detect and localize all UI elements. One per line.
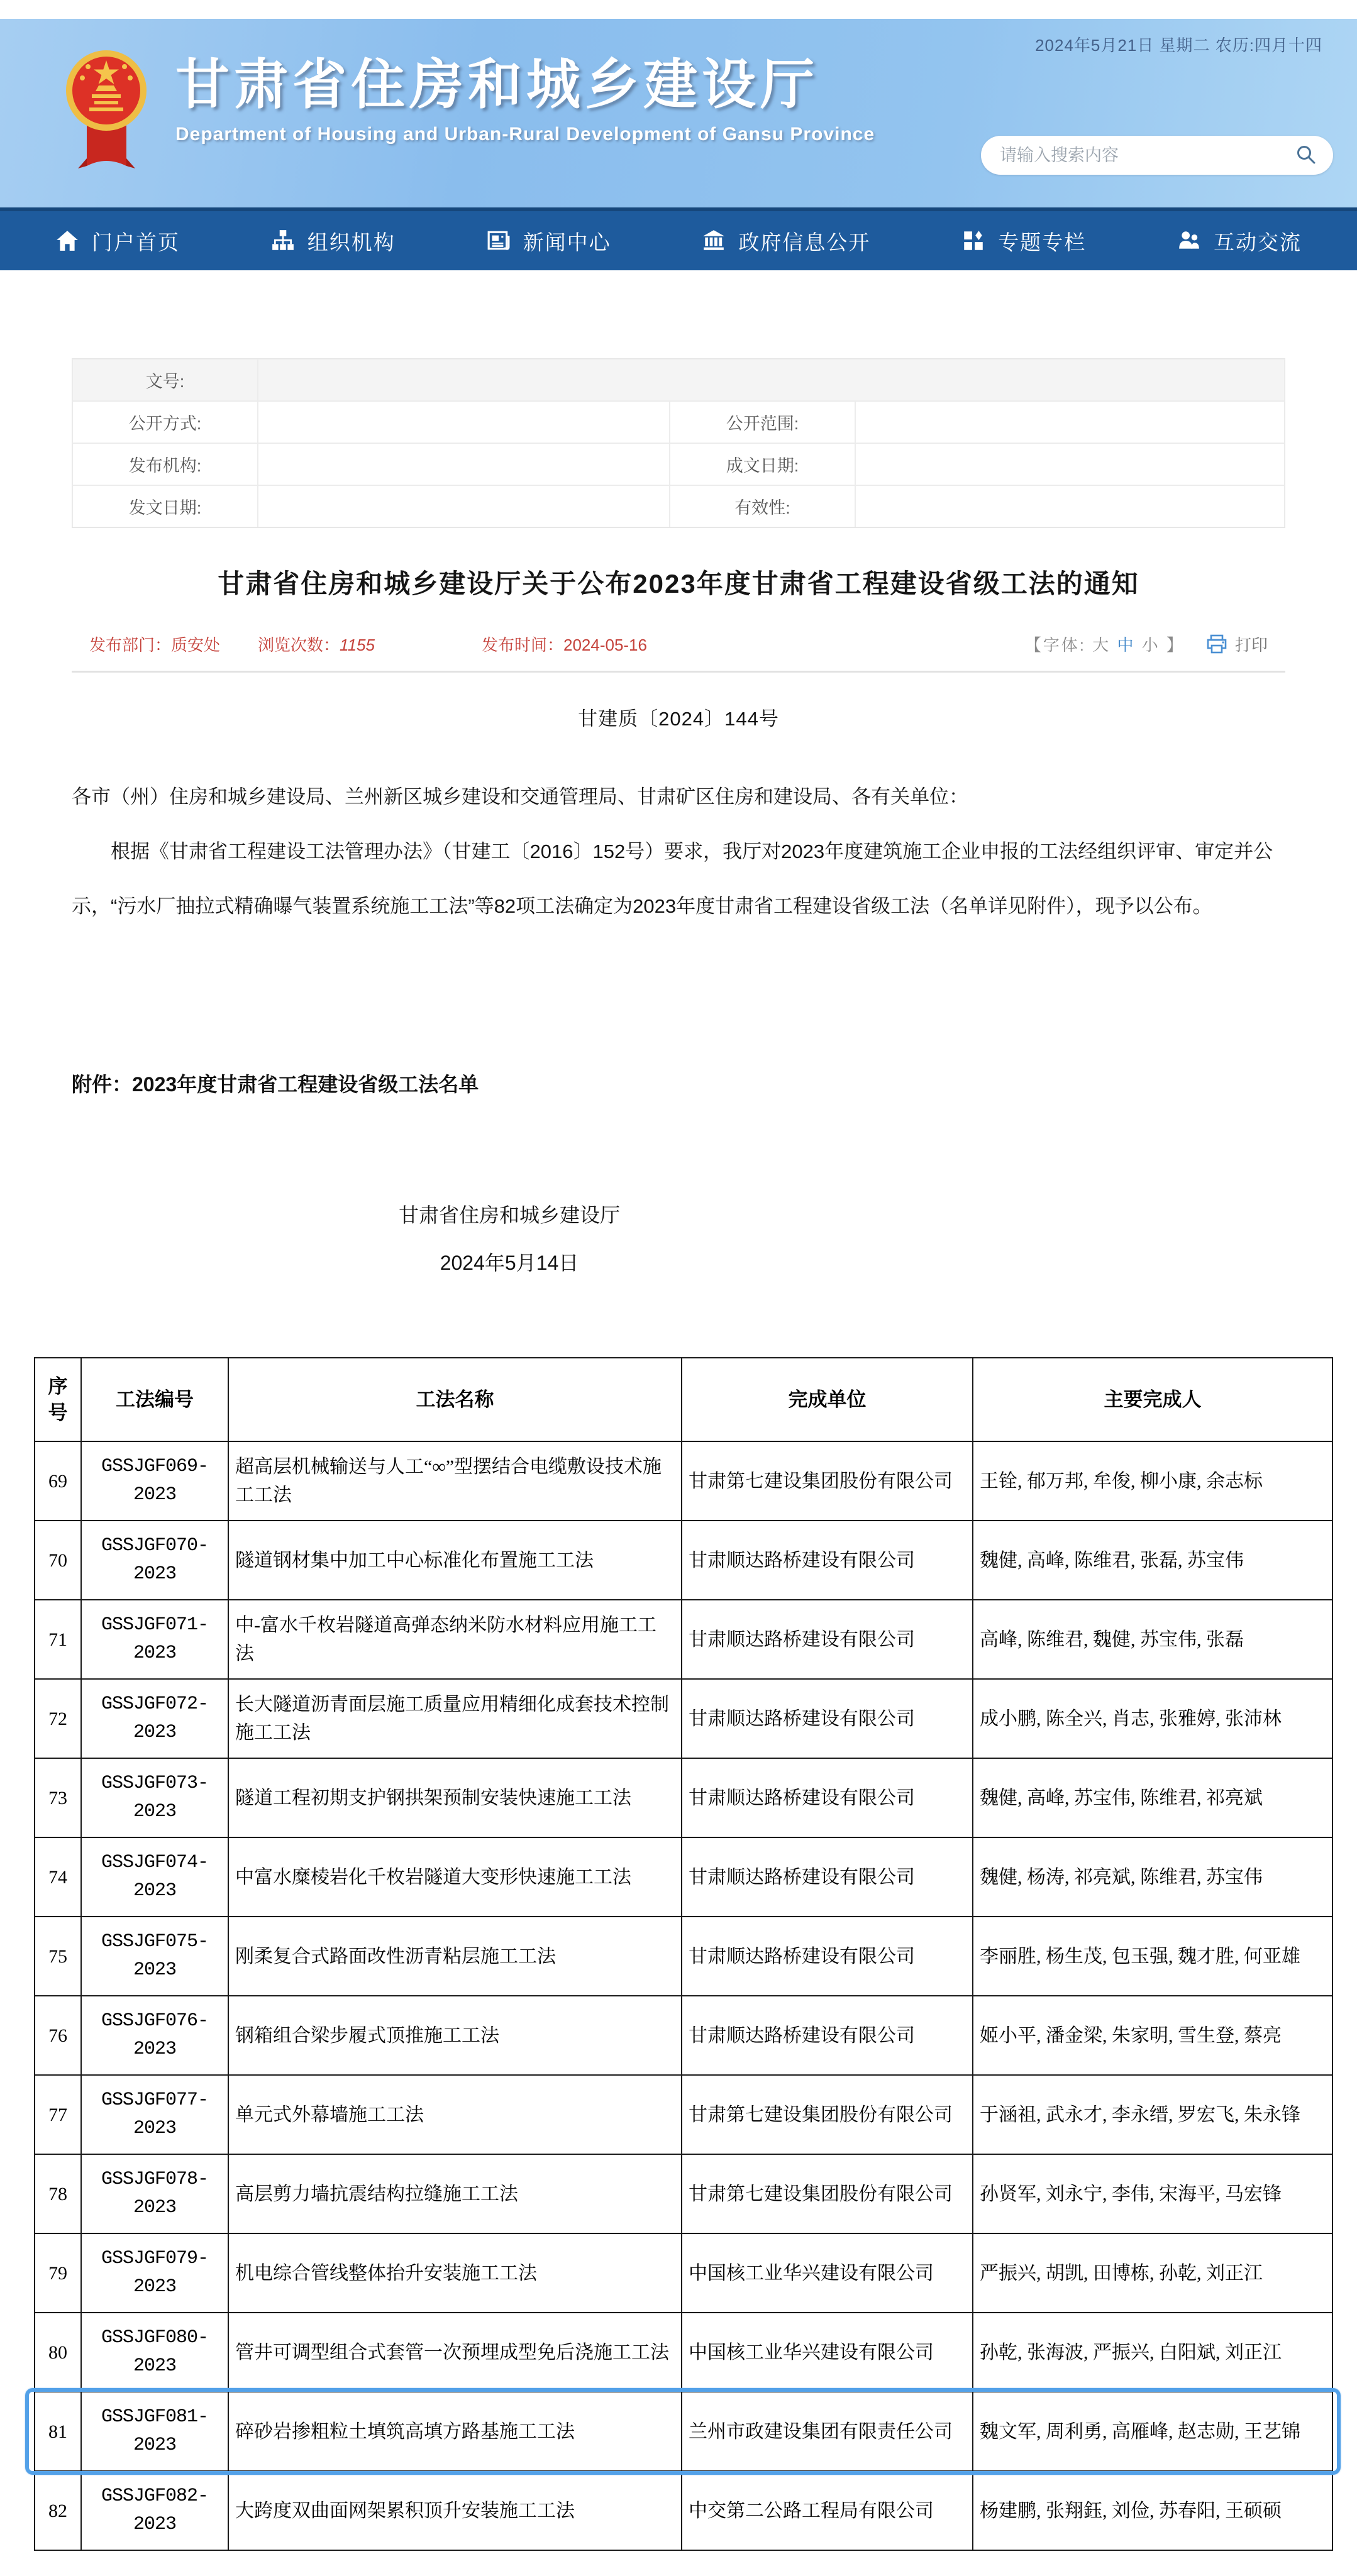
main-nav xyxy=(0,207,1357,270)
cell-unit: 甘肃第七建设集团股份有限公司 xyxy=(682,2154,973,2233)
field-value-disclosure-method xyxy=(258,401,670,443)
font-ctl-open: 【字体: xyxy=(1024,636,1086,654)
table-row xyxy=(35,2233,1332,2313)
cell-people: 魏文军, 周利勇, 高雁峰, 赵志勋, 王艺锦 xyxy=(973,2392,1332,2471)
table-row xyxy=(35,1917,1332,1996)
nav-label: 专题专栏 xyxy=(998,230,1087,254)
page-title: 甘肃省住房和城乡建设厅关于公布2023年度甘肃省工程建设省级工法的通知 xyxy=(218,569,1139,598)
article-tools xyxy=(1025,632,1268,656)
header-row xyxy=(35,1358,1332,1442)
cell-name: 钢箱组合梁步履式顶推施工工法 xyxy=(228,1996,682,2075)
national-emblem-icon xyxy=(64,45,149,174)
people-icon xyxy=(1177,229,1201,253)
print-button-label: 打印 xyxy=(1234,636,1268,654)
cell-no: 69 xyxy=(35,1441,81,1521)
field-value-validity xyxy=(855,485,1285,527)
cell-code: GSSJGF072-2023 xyxy=(81,1679,228,1758)
cell-name: 高层剪力墙抗震结构拉缝施工工法 xyxy=(228,2154,682,2233)
table-row xyxy=(35,1837,1332,1917)
article-meta-row xyxy=(72,632,1285,656)
field-value-issuing-agency xyxy=(258,443,670,485)
site-subtitle: Department of Housing and Urban-Rural Development of Gansu Province xyxy=(175,123,875,145)
top-margin xyxy=(0,0,1357,19)
methods-table xyxy=(34,1357,1333,2551)
publish-time-value: 2024-05-16 xyxy=(563,636,647,654)
cell-name: 刚柔复合式路面改性沥青粘层施工工法 xyxy=(228,1917,682,1996)
cell-code: GSSJGF075-2023 xyxy=(81,1917,228,1996)
nav-label: 政府信息公开 xyxy=(738,230,871,254)
signature-date: 2024年5月14日 xyxy=(440,1251,579,1274)
cell-people: 姬小平, 潘金梁, 朱家明, 雪生登, 蔡亮 xyxy=(973,1996,1332,2075)
cell-code: GSSJGF079-2023 xyxy=(81,2233,228,2313)
cell-no: 73 xyxy=(35,1758,81,1837)
field-label-validity: 有效性: xyxy=(670,485,855,527)
field-label-issuing-agency: 发布机构: xyxy=(72,443,258,485)
publish-dept-value: 质安处 xyxy=(171,636,221,654)
font-ctl-close: 】 xyxy=(1166,636,1185,654)
cell-name: 中富水糜棱岩化千枚岩隧道大变形快速施工工法 xyxy=(228,1837,682,1917)
cell-unit: 甘肃顺达路桥建设有限公司 xyxy=(682,1521,973,1600)
font-size-small-button[interactable]: 小 xyxy=(1141,636,1160,654)
cell-unit: 中交第二公路工程局有限公司 xyxy=(682,2471,973,2550)
view-count-label: 浏览次数： xyxy=(258,636,340,654)
cell-people: 孙贤军, 刘永宁, 李伟, 宋海平, 马宏锋 xyxy=(973,2154,1332,2233)
field-value-disclosure-scope xyxy=(855,401,1285,443)
col-header-seq: 序号 xyxy=(35,1358,81,1442)
cell-code: GSSJGF074-2023 xyxy=(81,1837,228,1917)
field-label-issue-date: 发文日期: xyxy=(72,485,258,527)
cell-name: 隧道钢材集中加工中心标准化布置施工工法 xyxy=(228,1521,682,1600)
table-row xyxy=(35,1679,1332,1758)
magnifier-icon[interactable] xyxy=(1295,144,1318,167)
cell-name: 管井可调型组合式套管一次预埋成型免后浇施工工法 xyxy=(228,2313,682,2392)
cell-people: 杨建鹏, 张翔鈺, 刘俭, 苏春阳, 王硕硕 xyxy=(973,2471,1332,2550)
table-row xyxy=(35,2471,1332,2550)
cell-people: 李丽胜, 杨生茂, 包玉强, 魏才胜, 何亚雄 xyxy=(973,1917,1332,1996)
cell-no: 77 xyxy=(35,2075,81,2154)
site-banner xyxy=(0,19,1357,207)
cell-code: GSSJGF082-2023 xyxy=(81,2471,228,2550)
cell-code: GSSJGF071-2023 xyxy=(81,1600,228,1679)
table-row xyxy=(35,1441,1332,1521)
cell-unit: 甘肃顺达路桥建设有限公司 xyxy=(682,1679,973,1758)
nav-label: 互动交流 xyxy=(1213,230,1302,254)
nav-item-home[interactable] xyxy=(55,226,180,256)
cell-people: 高峰, 陈维君, 魏健, 苏宝伟, 张磊 xyxy=(973,1600,1332,1679)
col-header-unit: 完成单位 xyxy=(682,1358,973,1442)
font-size-control xyxy=(1025,632,1185,656)
col-header-people: 主要完成人 xyxy=(973,1358,1332,1442)
cell-unit: 甘肃顺达路桥建设有限公司 xyxy=(682,1600,973,1679)
table-row xyxy=(35,2075,1332,2154)
cell-no: 80 xyxy=(35,2313,81,2392)
publish-dept xyxy=(89,632,220,656)
cell-code: GSSJGF081-2023 xyxy=(81,2392,228,2471)
cell-unit: 甘肃顺达路桥建设有限公司 xyxy=(682,1996,973,2075)
document-body xyxy=(72,770,1285,933)
printer-icon xyxy=(1206,634,1227,655)
field-label-disclosure-method: 公开方式: xyxy=(72,401,258,443)
org-chart-icon xyxy=(271,229,295,253)
cell-people: 魏健, 杨涛, 祁亮斌, 陈维君, 苏宝伟 xyxy=(973,1837,1332,1917)
cell-unit: 中国核工业华兴建设有限公司 xyxy=(682,2233,973,2313)
cell-unit: 甘肃第七建设集团股份有限公司 xyxy=(682,1441,973,1521)
methods-table-head xyxy=(35,1358,1332,1442)
banner-date: 2024年5月21日 星期二 农历:四月十四 xyxy=(1035,36,1322,55)
document-number: 甘建质〔2024〕144号 xyxy=(578,708,779,730)
cell-no: 72 xyxy=(35,1679,81,1758)
cell-name: 中-富水千枚岩隧道高弹态纳米防水材料应用施工工法 xyxy=(228,1600,682,1679)
col-header-code: 工法编号 xyxy=(81,1358,228,1442)
cell-name: 碎砂岩掺粗粒土填筑高填方路基施工工法 xyxy=(228,2392,682,2471)
cell-code: GSSJGF069-2023 xyxy=(81,1441,228,1521)
font-size-medium-button[interactable]: 中 xyxy=(1117,636,1136,654)
publish-time-label: 发布时间： xyxy=(481,636,563,654)
field-label-written-date: 成文日期: xyxy=(670,443,855,485)
nav-item-organization[interactable] xyxy=(271,226,396,256)
cell-unit: 甘肃第七建设集团股份有限公司 xyxy=(682,2075,973,2154)
cell-people: 严振兴, 胡凯, 田博栋, 孙乾, 刘正江 xyxy=(973,2233,1332,2313)
view-count-value: 1155 xyxy=(340,636,375,654)
doc-meta-form xyxy=(72,358,1285,528)
nav-item-interaction[interactable] xyxy=(1177,226,1302,256)
methods-table-wrap xyxy=(34,1357,1332,2551)
cell-name: 大跨度双曲面网架累积顶升安装施工工法 xyxy=(228,2471,682,2550)
meta-divider xyxy=(72,671,1285,673)
cell-name: 长大隧道沥青面层施工质量应用精细化成套技术控制施工工法 xyxy=(228,1679,682,1758)
table-row xyxy=(35,2392,1332,2471)
cell-unit: 甘肃顺达路桥建设有限公司 xyxy=(682,1758,973,1837)
nav-item-gov-info[interactable] xyxy=(702,226,870,256)
nav-item-news[interactable] xyxy=(487,226,611,256)
article-content xyxy=(72,358,1285,1287)
nav-label: 新闻中心 xyxy=(523,230,611,254)
field-label-disclosure-scope: 公开范围: xyxy=(670,401,855,443)
publish-time xyxy=(482,632,647,656)
font-size-large-button[interactable]: 大 xyxy=(1092,636,1111,654)
cell-code: GSSJGF077-2023 xyxy=(81,2075,228,2154)
signer-name: 甘肃省住房和城乡建设厅 xyxy=(398,1204,620,1227)
cell-no: 71 xyxy=(35,1600,81,1679)
home-icon xyxy=(55,229,79,253)
cell-no: 74 xyxy=(35,1837,81,1917)
field-label-doc-number: 文号: xyxy=(72,359,258,401)
cell-no: 76 xyxy=(35,1996,81,2075)
field-value-issue-date xyxy=(258,485,670,527)
search-input[interactable] xyxy=(1000,146,1295,165)
attachment-line: 附件：2023年度甘肃省工程建设省级工法名单 xyxy=(72,1073,479,1096)
publish-dept-label: 发布部门： xyxy=(89,636,172,654)
cell-unit: 兰州市政建设集团有限责任公司 xyxy=(682,2392,973,2471)
table-row xyxy=(35,1996,1332,2075)
nav-label: 门户首页 xyxy=(92,230,180,254)
cell-unit: 中国核工业华兴建设有限公司 xyxy=(682,2313,973,2392)
cell-no: 75 xyxy=(35,1917,81,1996)
cell-unit: 甘肃顺达路桥建设有限公司 xyxy=(682,1917,973,1996)
cell-name: 机电综合管线整体抬升安装施工工法 xyxy=(228,2233,682,2313)
cell-code: GSSJGF070-2023 xyxy=(81,1521,228,1600)
search-box[interactable] xyxy=(981,136,1333,175)
grid-icon xyxy=(961,229,985,253)
table-row xyxy=(35,1521,1332,1600)
cell-unit: 甘肃顺达路桥建设有限公司 xyxy=(682,1837,973,1917)
table-row xyxy=(35,2313,1332,2392)
cell-no: 82 xyxy=(35,2471,81,2550)
cell-people: 王铨, 郁万邦, 牟俊, 柳小康, 余志标 xyxy=(973,1441,1332,1521)
nav-label: 组织机构 xyxy=(307,230,396,254)
cell-people: 魏健, 高峰, 苏宝伟, 陈维君, 祁亮斌 xyxy=(973,1758,1332,1837)
body-paragraph: 根据《甘肃省工程建设工法管理办法》（甘建工〔2016〕152号）要求，我厅对2023年度建筑施工企业申报的工法经组织评审、审定并公示，“污水厂抽拉式精确曝气装置系统施工工法”等82项工法确定为2023年度甘肃省工程建设省级工法（名单详见附件），现予以公布。 xyxy=(72,840,1273,917)
cell-people: 魏健, 高峰, 陈维君, 张磊, 苏宝伟 xyxy=(973,1521,1332,1600)
print-button[interactable] xyxy=(1206,632,1268,656)
view-count xyxy=(258,632,375,656)
field-value-doc-number xyxy=(258,359,1285,401)
salutation-line: 各市（州）住房和城乡建设局、兰州新区城乡建设和交通管理局、甘肃矿区住房和建设局、各有关单位： xyxy=(72,786,968,808)
field-value-written-date xyxy=(855,443,1285,485)
methods-tbody xyxy=(35,1441,1332,2550)
col-header-name: 工法名称 xyxy=(228,1358,682,1442)
cell-code: GSSJGF078-2023 xyxy=(81,2154,228,2233)
cell-no: 81 xyxy=(35,2392,81,2471)
cell-no: 78 xyxy=(35,2154,81,2233)
cell-people: 成小鹏, 陈全兴, 肖志, 张雅婷, 张沛林 xyxy=(973,1679,1332,1758)
cell-code: GSSJGF080-2023 xyxy=(81,2313,228,2392)
cell-no: 79 xyxy=(35,2233,81,2313)
cell-name: 单元式外幕墙施工工法 xyxy=(228,2075,682,2154)
signature-block xyxy=(72,1192,947,1286)
cell-name: 超高层机械输送与人工“∞”型摆结合电缆敷设技术施工工法 xyxy=(228,1441,682,1521)
cell-code: GSSJGF073-2023 xyxy=(81,1758,228,1837)
cell-name: 隧道工程初期支护钢拱架预制安装快速施工工法 xyxy=(228,1758,682,1837)
brand-text xyxy=(175,45,875,145)
gov-building-icon xyxy=(702,229,726,253)
site-title: 甘肃省住房和城乡建设厅 xyxy=(175,55,819,115)
nav-item-special-topics[interactable] xyxy=(961,226,1086,256)
newspaper-icon xyxy=(487,229,511,253)
table-row xyxy=(35,1600,1332,1679)
cell-people: 于涵祖, 武永才, 李永缙, 罗宏飞, 朱永锋 xyxy=(973,2075,1332,2154)
cell-code: GSSJGF076-2023 xyxy=(81,1996,228,2075)
table-row xyxy=(35,2154,1332,2233)
cell-no: 70 xyxy=(35,1521,81,1600)
table-row xyxy=(35,1758,1332,1837)
cell-people: 孙乾, 张海波, 严振兴, 白阳斌, 刘正江 xyxy=(973,2313,1332,2392)
